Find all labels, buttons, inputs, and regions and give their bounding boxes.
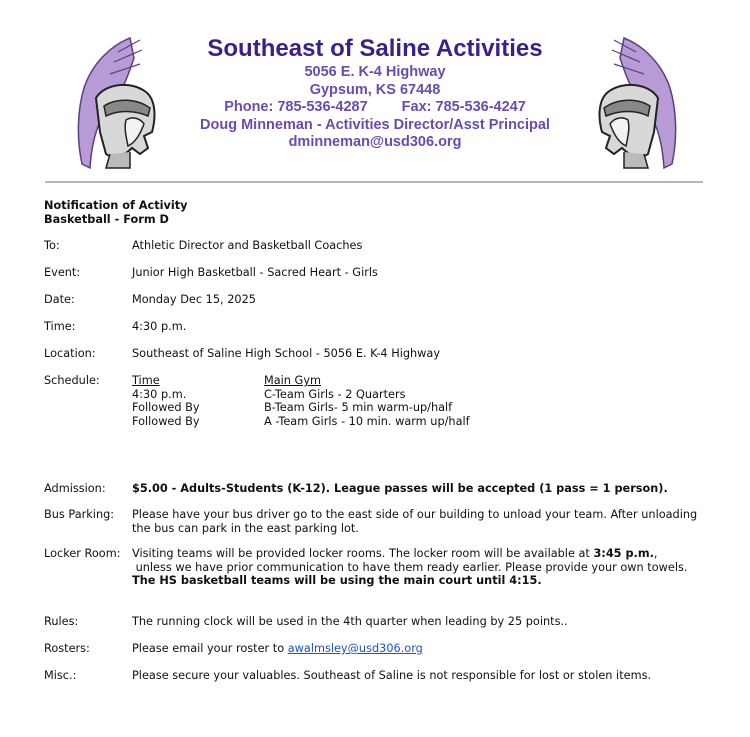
schedule-gym-column	[264, 374, 470, 428]
contact-line	[150, 99, 600, 117]
schedule-event: A -Team Girls - 10 min. warm up/half	[264, 414, 470, 428]
bus-parking-line-2: the bus can park in the east parking lot.	[132, 521, 359, 535]
location-label: Location:	[44, 347, 96, 360]
form-title: Notification of Activity	[44, 199, 188, 212]
spartan-helmet-logo-left	[70, 36, 162, 171]
locker-room-line-1: Visiting teams will be provided locker rooms. The locker room will be available at 3:45 p.m.,	[132, 547, 658, 560]
schedule-event: C-Team Girls - 2 Quarters	[264, 387, 406, 401]
rosters-label: Rosters:	[44, 642, 90, 655]
locker-room-label: Locker Room:	[44, 547, 121, 560]
date-label: Date:	[44, 293, 75, 306]
letterhead-text	[150, 34, 600, 152]
schedule-time: Followed By	[132, 401, 200, 414]
schedule-time-column	[132, 374, 200, 428]
phone: Phone: 785-536-4287	[224, 99, 368, 115]
address-line-1: 5056 E. K-4 Highway	[304, 64, 446, 80]
org-name: Southeast of Saline Activities	[207, 35, 543, 62]
notification-form	[44, 199, 704, 682]
event-value: Junior High Basketball - Sacred Heart - Girls	[132, 266, 378, 279]
email: dminneman@usd306.org	[288, 134, 462, 150]
admission-label: Admission:	[44, 482, 106, 495]
to-value: Athletic Director and Basketball Coaches	[132, 239, 363, 252]
locker-room-row	[44, 547, 704, 589]
schedule-row	[44, 374, 704, 430]
rosters-value: Please email your roster to awalmsley@usd306.org	[132, 642, 423, 655]
schedule-gym-header: Main Gym	[264, 374, 322, 387]
fax: Fax: 785-536-4247	[401, 99, 526, 115]
header-divider	[45, 181, 703, 183]
date-value: Monday Dec 15, 2025	[132, 293, 256, 306]
locker-room-line-3: The HS basketball teams will be using the main court until 4:15.	[132, 574, 542, 587]
location-value: Southeast of Saline High School - 5056 E. K-4 Highway	[132, 347, 441, 360]
locker-room-value	[132, 547, 704, 588]
bus-parking-line-1: Please have your bus driver go to the east side of our building to unload your team. After unloading	[132, 508, 698, 521]
roster-email-link[interactable]: awalmsley@usd306.org	[287, 642, 423, 655]
admission-value: $5.00 - Adults-Students (K-12). League passes will be accepted (1 pass = 1 person).	[132, 482, 668, 495]
locker-open-time: 3:45 p.m.	[593, 547, 654, 560]
schedule-time-header: Time	[132, 374, 160, 387]
misc-value: Please secure your valuables. Southeast of Saline is not responsible for lost or stolen items.	[132, 669, 652, 682]
letterhead	[0, 0, 750, 180]
time-value: 4:30 p.m.	[132, 320, 187, 333]
rules-label: Rules:	[44, 615, 79, 628]
bus-parking-label: Bus Parking:	[44, 508, 115, 521]
address-line-2: Gypsum, KS 67448	[309, 81, 441, 98]
schedule-time: 4:30 p.m.	[132, 387, 187, 401]
bus-parking-value	[132, 508, 704, 535]
schedule-label: Schedule:	[44, 374, 100, 387]
bus-parking-row	[44, 508, 704, 536]
misc-label: Misc.:	[44, 669, 77, 682]
to-label: To:	[44, 239, 60, 252]
spartan-helmet-logo-right	[592, 36, 684, 171]
locker-room-line-2: unless we have prior communication to have them ready earlier. Please provide your own towels.	[132, 560, 688, 574]
event-label: Event:	[44, 266, 81, 279]
rules-value: The running clock will be used in the 4th quarter when leading by 25 points..	[132, 615, 568, 628]
director: Doug Minneman - Activities Director/Asst Principal	[200, 116, 550, 133]
schedule-event: B-Team Girls- 5 min warm-up/half	[264, 401, 453, 414]
time-label: Time:	[44, 320, 76, 333]
form-subtitle: Basketball - Form D	[44, 213, 169, 226]
schedule-time: Followed By	[132, 414, 200, 428]
